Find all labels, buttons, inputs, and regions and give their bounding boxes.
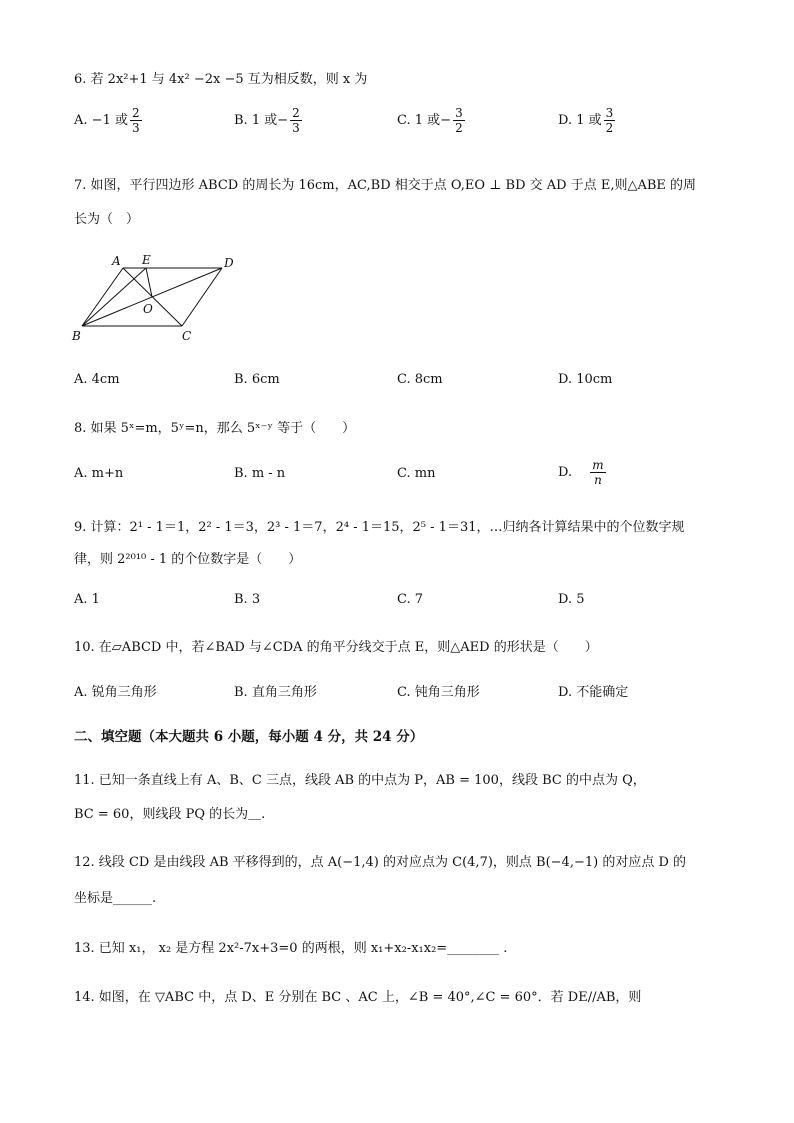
- label-b: B: [72, 329, 81, 343]
- q13-line1: 13. 已知 x₁， x₂ 是方程 2x²-7x+3=0 的两根，则 x₁+x₂-x₁x₂=________ .: [74, 941, 508, 956]
- q9-option-a: A. 1: [74, 592, 100, 607]
- q12-line2: 坐标是______.: [74, 891, 157, 906]
- q8-option-c: C. mn: [397, 466, 436, 481]
- q7-stem-line1: 7. 如图，平行四边形 ABCD 的周长为 16cm，AC,BD 相交于点 O,EO ⊥ BD 交 AD 于点 E,则△ABE 的周: [74, 178, 697, 193]
- q6-option-a: A. −1 或 $\frac{2}{3}$: [74, 106, 140, 135]
- q7-option-c: C. 8cm: [397, 372, 443, 387]
- q9-stem-line2: 律，则 2²⁰¹⁰ - 1 的个位数字是（ ）: [74, 552, 302, 567]
- q9-option-c: C. 7: [397, 592, 424, 607]
- q11-line1: 11. 已知一条直线上有 A、B、C 三点，线段 AB 的中点为 P，AB = 100，线段 BC 的中点为 Q，: [74, 773, 646, 788]
- q7-option-d: D. 10cm: [558, 372, 613, 387]
- label-d: D: [224, 256, 234, 270]
- q9-stem-line1: 9. 计算：2¹ - 1＝1，2² - 1＝3，2³ - 1＝7，2⁴ - 1＝15，2⁵ - 1＝31，…归纳各计算结果中的个位数字规: [74, 520, 685, 535]
- q7-stem-line2: 长为（ ）: [74, 212, 140, 227]
- q6-option-b: B. 1 或− $\frac{2}{3}$: [234, 106, 300, 135]
- q7-option-a: A. 4cm: [74, 372, 120, 387]
- label-c: C: [182, 329, 192, 343]
- q9-option-d: D. 5: [558, 592, 585, 607]
- q7-option-b: B. 6cm: [234, 372, 280, 387]
- q12-line1: 12. 线段 CD 是由线段 AB 平移得到的，点 A(−1,4) 的对应点为 C(4,7)，则点 B(−4,−1) 的对应点 D 的: [74, 855, 687, 870]
- q14-line1: 14. 如图，在 ▽ABC 中，点 D、E 分别在 BC 、AC 上，∠B = 40°,∠C = 60°．若 DE//AB，则: [74, 990, 642, 1005]
- q6-stem: 6. 若 2x²+1 与 4x² −2x −5 互为相反数，则 x 为: [74, 72, 368, 87]
- q6-option-c: C. 1 或− $\frac{3}{2}$: [397, 106, 463, 135]
- q6-option-d: D. 1 或 $\frac{3}{2}$: [558, 106, 614, 135]
- q9-option-b: B. 3: [234, 592, 261, 607]
- label-a: A: [112, 254, 121, 268]
- label-o: O: [143, 302, 153, 316]
- q10-stem: 10. 在▱ABCD 中，若∠BAD 与∠CDA 的角平分线交于点 E，则△AED 的形状是（ ）: [74, 640, 598, 655]
- q8-option-a: A. m+n: [74, 466, 124, 481]
- q10-option-c: C. 钝角三角形: [397, 685, 480, 700]
- q8-option-d: D. $\frac{m}{n}$: [558, 458, 604, 487]
- q11-line2: BC = 60，则线段 PQ 的长为＿.: [74, 807, 266, 822]
- section-heading: 二、填空题（本大题共 6 小题，每小题 4 分，共 24 分）: [74, 729, 424, 745]
- q10-option-b: B. 直角三角形: [234, 685, 317, 700]
- q8-stem: 8. 如果 5ˣ=m，5ʸ=n，那么 5ˣ⁻ʸ 等于（ ）: [74, 421, 356, 436]
- q10-option-a: A. 锐角三角形: [74, 685, 157, 700]
- label-e: E: [142, 253, 151, 267]
- segment-eo: [146, 268, 152, 297]
- q10-option-d: D. 不能确定: [558, 685, 629, 700]
- segment-be: [82, 268, 146, 326]
- q8-option-b: B. m - n: [234, 466, 286, 481]
- q7-parallelogram-figure: [70, 250, 250, 350]
